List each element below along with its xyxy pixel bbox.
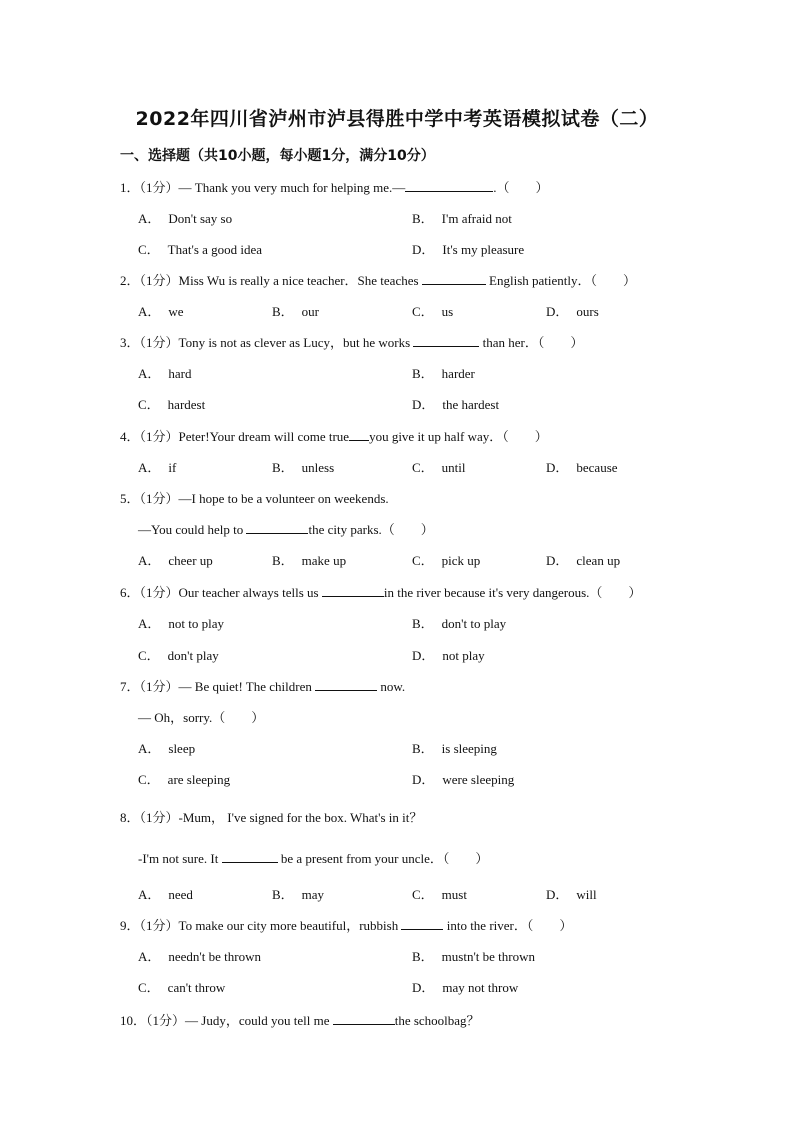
question-stem-continued bbox=[138, 519, 434, 538]
answer-option-c[interactable] bbox=[138, 645, 219, 664]
question-stem bbox=[120, 915, 572, 934]
option-text: mustn't be thrown bbox=[441, 949, 536, 964]
option-text: may not throw bbox=[442, 980, 519, 995]
option-letter: A． bbox=[138, 366, 161, 381]
option-letter: D． bbox=[546, 304, 569, 319]
question-stem bbox=[120, 426, 548, 445]
question-text: you give it up half way．（ ） bbox=[369, 429, 548, 444]
question-stem bbox=[120, 582, 641, 601]
question-number: 2． bbox=[120, 273, 140, 288]
option-text: can't throw bbox=[167, 980, 226, 995]
answer-option-b[interactable] bbox=[272, 550, 346, 569]
option-text: make up bbox=[301, 553, 347, 568]
option-letter: B． bbox=[412, 741, 434, 756]
answer-option-a[interactable] bbox=[138, 301, 184, 320]
answer-option-c[interactable] bbox=[412, 301, 453, 320]
option-letter: A． bbox=[138, 741, 161, 756]
question-score: （1分） bbox=[139, 918, 179, 933]
option-letter: C． bbox=[412, 887, 434, 902]
section-heading: 一、选择题（共10小题，每小题1分，满分10分） bbox=[120, 148, 435, 164]
option-letter: C． bbox=[138, 772, 160, 787]
question-text: Our teacher always tells us bbox=[178, 585, 322, 600]
option-letter: A． bbox=[138, 460, 161, 475]
question-number: 4． bbox=[120, 429, 140, 444]
option-letter: D． bbox=[412, 980, 435, 995]
question-stem bbox=[120, 1010, 480, 1029]
answer-option-c[interactable] bbox=[138, 239, 262, 258]
option-text: It's my pleasure bbox=[442, 242, 525, 257]
question-text: Tony is not as clever as Lucy，but he works bbox=[178, 335, 414, 350]
option-letter: B． bbox=[412, 366, 434, 381]
answer-option-c[interactable] bbox=[412, 457, 466, 476]
option-letter: D． bbox=[412, 242, 435, 257]
option-text: our bbox=[301, 304, 320, 319]
option-letter: C． bbox=[138, 980, 160, 995]
question-text: — Judy，could you tell me bbox=[185, 1013, 333, 1028]
option-text: not play bbox=[442, 648, 485, 663]
question-text: English patiently．（ ） bbox=[485, 273, 637, 288]
answer-option-d[interactable] bbox=[412, 645, 485, 664]
option-text: until bbox=[441, 460, 466, 475]
question-text: — Be quiet! The children bbox=[178, 679, 316, 694]
question-number: 9． bbox=[120, 918, 140, 933]
answer-option-a[interactable] bbox=[138, 738, 195, 757]
question-number: 7． bbox=[120, 679, 140, 694]
question-stem bbox=[120, 807, 422, 826]
question-text: into the river．（ ） bbox=[443, 918, 573, 933]
answer-option-a[interactable] bbox=[138, 550, 213, 569]
option-letter: C． bbox=[138, 242, 160, 257]
option-letter: B． bbox=[272, 460, 294, 475]
question-score: （1分） bbox=[139, 679, 179, 694]
option-text: harder bbox=[441, 366, 475, 381]
answer-blank[interactable] bbox=[246, 521, 308, 534]
answer-option-c[interactable] bbox=[138, 977, 225, 996]
option-text: if bbox=[168, 460, 177, 475]
option-letter: C． bbox=[412, 304, 434, 319]
question-text: be a present from your uncle．（ ） bbox=[277, 851, 489, 866]
option-letter: B． bbox=[412, 616, 434, 631]
option-text: is sleeping bbox=[441, 741, 497, 756]
question-score: （1分） bbox=[146, 1013, 186, 1028]
option-letter: A． bbox=[138, 887, 161, 902]
option-letter: C． bbox=[138, 397, 160, 412]
question-number: 6． bbox=[120, 585, 140, 600]
question-stem bbox=[120, 676, 405, 695]
option-letter: B． bbox=[412, 211, 434, 226]
answer-option-b[interactable] bbox=[412, 613, 506, 632]
answer-blank[interactable] bbox=[349, 428, 369, 441]
option-letter: D． bbox=[412, 648, 435, 663]
question-score: （1分） bbox=[139, 429, 179, 444]
option-letter: D． bbox=[546, 460, 569, 475]
option-letter: C． bbox=[412, 553, 434, 568]
answer-option-b[interactable] bbox=[272, 301, 319, 320]
answer-option-a[interactable] bbox=[138, 363, 192, 382]
question-text: -Mum， I've signed for the box. What's in it？ bbox=[178, 810, 423, 825]
answer-blank[interactable] bbox=[222, 850, 278, 863]
question-score: （1分） bbox=[139, 180, 179, 195]
question-text: .（ ） bbox=[493, 180, 549, 195]
question-score: （1分） bbox=[139, 273, 179, 288]
question-text: To make our city more beautiful，rubbish bbox=[178, 918, 402, 933]
option-letter: A． bbox=[138, 211, 161, 226]
option-text: sleep bbox=[168, 741, 196, 756]
answer-option-c[interactable] bbox=[412, 550, 480, 569]
option-text: unless bbox=[301, 460, 335, 475]
option-text: cheer up bbox=[168, 553, 213, 568]
answer-option-b[interactable] bbox=[412, 363, 475, 382]
option-letter: B． bbox=[272, 304, 294, 319]
question-text: now. bbox=[377, 679, 406, 694]
exam-title: 2022年四川省泸州市泸县得胜中学中考英语模拟试卷（二） bbox=[135, 108, 659, 130]
question-stem-continued bbox=[138, 848, 488, 867]
answer-blank[interactable] bbox=[405, 179, 493, 192]
question-text: Miss Wu is really a nice teacher．She teaches bbox=[178, 273, 422, 288]
option-letter: C． bbox=[138, 648, 160, 663]
option-text: are sleeping bbox=[167, 772, 231, 787]
answer-option-d[interactable] bbox=[412, 769, 514, 788]
option-text: may bbox=[301, 887, 325, 902]
question-text: —I hope to be a volunteer on weekends. bbox=[178, 491, 389, 506]
option-text: needn't be thrown bbox=[168, 949, 261, 964]
question-text: — Oh，sorry.（ ） bbox=[138, 710, 265, 725]
answer-option-a[interactable] bbox=[138, 457, 176, 476]
option-text: must bbox=[441, 887, 467, 902]
option-text: the hardest bbox=[442, 397, 500, 412]
option-text: will bbox=[576, 887, 597, 902]
option-text: hardest bbox=[167, 397, 206, 412]
option-text: pick up bbox=[441, 553, 481, 568]
option-text: because bbox=[576, 460, 618, 475]
answer-option-b[interactable] bbox=[412, 946, 535, 965]
option-text: us bbox=[441, 304, 454, 319]
question-stem bbox=[120, 270, 636, 289]
question-score: （1分） bbox=[139, 491, 179, 506]
question-stem-continued bbox=[138, 707, 264, 726]
question-text: -I'm not sure. It bbox=[138, 851, 222, 866]
option-text: Don't say so bbox=[168, 211, 233, 226]
option-letter: C． bbox=[412, 460, 434, 475]
answer-blank[interactable] bbox=[333, 1012, 395, 1025]
question-text: than her．（ ） bbox=[479, 335, 584, 350]
question-text: — Thank you very much for helping me.— bbox=[178, 180, 406, 195]
question-stem bbox=[120, 332, 583, 351]
answer-option-d[interactable] bbox=[546, 301, 599, 320]
option-text: don't to play bbox=[441, 616, 507, 631]
option-letter: D． bbox=[546, 887, 569, 902]
option-letter: A． bbox=[138, 553, 161, 568]
option-letter: A． bbox=[138, 616, 161, 631]
answer-option-d[interactable] bbox=[412, 394, 499, 413]
option-text: I'm afraid not bbox=[441, 211, 512, 226]
answer-option-b[interactable] bbox=[272, 884, 324, 903]
option-text: ours bbox=[576, 304, 599, 319]
question-number: 8． bbox=[120, 810, 140, 825]
question-score: （1分） bbox=[139, 810, 179, 825]
answer-option-d[interactable] bbox=[412, 239, 524, 258]
option-letter: D． bbox=[546, 553, 569, 568]
question-number: 5． bbox=[120, 491, 140, 506]
option-text: not to play bbox=[168, 616, 224, 631]
answer-option-c[interactable] bbox=[412, 884, 467, 903]
option-text: hard bbox=[168, 366, 192, 381]
question-text: Peter!Your dream will come true bbox=[178, 429, 350, 444]
option-text: were sleeping bbox=[442, 772, 515, 787]
option-text: That's a good idea bbox=[167, 242, 263, 257]
answer-blank[interactable] bbox=[401, 917, 443, 930]
answer-blank[interactable] bbox=[315, 678, 377, 691]
answer-blank[interactable] bbox=[322, 584, 384, 597]
option-letter: D． bbox=[412, 772, 435, 787]
answer-option-a[interactable] bbox=[138, 884, 193, 903]
answer-option-b[interactable] bbox=[272, 457, 334, 476]
option-text: we bbox=[168, 304, 184, 319]
option-text: need bbox=[168, 887, 193, 902]
option-text: don't play bbox=[167, 648, 219, 663]
option-letter: A． bbox=[138, 304, 161, 319]
answer-option-a[interactable] bbox=[138, 208, 232, 227]
answer-option-a[interactable] bbox=[138, 946, 261, 965]
question-score: （1分） bbox=[139, 585, 179, 600]
answer-blank[interactable] bbox=[422, 272, 486, 285]
question-text: —You could help to bbox=[138, 522, 247, 537]
answer-blank[interactable] bbox=[413, 334, 479, 347]
answer-option-d[interactable] bbox=[546, 550, 620, 569]
question-score: （1分） bbox=[139, 335, 179, 350]
option-text: clean up bbox=[576, 553, 621, 568]
answer-option-a[interactable] bbox=[138, 613, 224, 632]
option-letter: B． bbox=[272, 553, 294, 568]
question-number: 1． bbox=[120, 180, 140, 195]
question-number: 3． bbox=[120, 335, 140, 350]
answer-option-b[interactable] bbox=[412, 208, 512, 227]
answer-option-b[interactable] bbox=[412, 738, 497, 757]
question-text: in the river because it's very dangerous.（ ） bbox=[383, 585, 642, 600]
question-text: the city parks.（ ） bbox=[308, 522, 434, 537]
option-letter: B． bbox=[412, 949, 434, 964]
answer-option-d[interactable] bbox=[546, 884, 597, 903]
option-letter: D． bbox=[412, 397, 435, 412]
answer-option-c[interactable] bbox=[138, 394, 205, 413]
question-number: 10． bbox=[120, 1013, 147, 1028]
question-text: the schoolbag？ bbox=[394, 1013, 480, 1028]
answer-option-d[interactable] bbox=[546, 457, 618, 476]
option-letter: B． bbox=[272, 887, 294, 902]
answer-option-d[interactable] bbox=[412, 977, 518, 996]
option-letter: A． bbox=[138, 949, 161, 964]
question-stem bbox=[120, 488, 389, 507]
question-stem bbox=[120, 177, 549, 196]
answer-option-c[interactable] bbox=[138, 769, 230, 788]
